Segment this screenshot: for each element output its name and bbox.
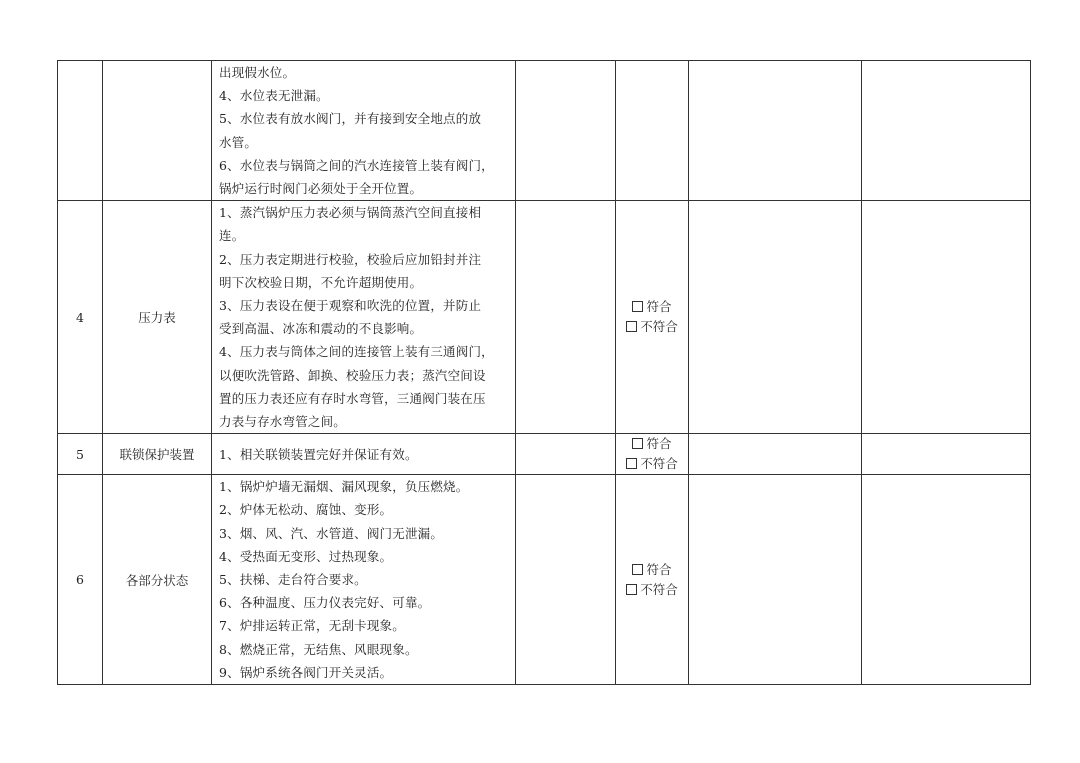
blank-cell[interactable] [862, 434, 1031, 475]
item-name [103, 61, 212, 201]
item-name: 压力表 [103, 201, 212, 434]
conform-label: 符合 [646, 299, 672, 315]
requirement-line: 3、烟、风、汽、水管道、阀门无泄漏。 [219, 525, 444, 541]
requirement-line: 以便吹洗管路、卸换、校验压力表；蒸汽空间设 [219, 367, 486, 383]
requirement-line: 2、压力表定期进行校验，校验后应加铅封并注 [219, 251, 482, 267]
blank-cell[interactable] [516, 201, 616, 434]
row-number [58, 61, 103, 201]
requirements-cell [212, 61, 516, 201]
nonconform-label: 不符合 [640, 319, 678, 335]
requirements-cell [212, 434, 516, 475]
requirements-cell [212, 475, 516, 685]
row-number: 6 [58, 475, 103, 685]
blank-cell[interactable] [862, 201, 1031, 434]
checkbox-icon[interactable] [626, 321, 637, 332]
requirement-line: 1、蒸汽锅炉压力表必须与锅筒蒸汽空间直接相 [219, 205, 482, 221]
blank-cell[interactable] [862, 475, 1031, 685]
requirement-line: 出现假水位。 [219, 65, 296, 80]
table-row [58, 61, 1031, 201]
requirement-line: 5、扶梯、走台符合要求。 [219, 572, 367, 588]
checkbox-icon[interactable] [626, 584, 637, 595]
requirement-line: 4、压力表与筒体之间的连接管上装有三通阀门， [219, 344, 494, 360]
requirement-line: 4、受热面无变形、过热现象。 [219, 548, 393, 564]
blank-cell[interactable] [689, 434, 862, 475]
requirement-line: 1、相关联锁装置完好并保证有效。 [219, 446, 418, 462]
nonconform-option[interactable] [616, 580, 688, 600]
requirement-line: 6、水位表与锅筒之间的汽水连接管上装有阀门， [219, 157, 494, 173]
row-number: 5 [58, 434, 103, 475]
blank-cell[interactable] [689, 201, 862, 434]
requirement-line: 8、燃烧正常，无结焦、风眼现象。 [219, 641, 418, 657]
blank-cell[interactable] [516, 475, 616, 685]
item-name: 联锁保护装置 [103, 434, 212, 475]
requirement-line: 3、压力表设在便于观察和吹洗的位置，并防止 [219, 298, 482, 314]
requirement-line: 7、炉排运转正常，无刮卡现象。 [219, 618, 405, 634]
blank-cell[interactable] [689, 61, 862, 201]
conform-option[interactable] [616, 434, 688, 454]
conform-label: 符合 [646, 561, 672, 577]
requirement-line: 置的压力表还应有存时水弯管，三通阀门装在压 [219, 390, 486, 406]
checkbox-icon[interactable] [632, 564, 643, 575]
requirement-line: 9、锅炉系统各阀门开关灵活。 [219, 664, 393, 680]
inspection-table [57, 60, 1031, 685]
requirement-line: 4、水位表无泄漏。 [219, 88, 329, 104]
checkbox-icon[interactable] [626, 458, 637, 469]
requirement-line: 1、锅炉炉墙无漏烟、漏风现象，负压燃烧。 [219, 479, 469, 495]
requirement-line: 力表与存水弯管之间。 [219, 414, 347, 430]
conform-option[interactable] [616, 297, 688, 317]
nonconform-label: 不符合 [640, 581, 678, 597]
conform-option[interactable] [616, 560, 688, 580]
check-cell [616, 61, 689, 201]
requirement-line: 明下次校验日期，不允许超期使用。 [219, 274, 423, 290]
row-number: 4 [58, 201, 103, 434]
requirement-line: 2、炉体无松动、腐蚀、变形。 [219, 502, 393, 518]
checkbox-icon[interactable] [632, 301, 643, 312]
table-row [58, 434, 1031, 475]
requirement-line: 受到高温、冰冻和震动的不良影响。 [219, 321, 423, 337]
table-row [58, 475, 1031, 685]
table-row [58, 201, 1031, 434]
nonconform-option[interactable] [616, 317, 688, 337]
blank-cell[interactable] [516, 61, 616, 201]
nonconform-label: 不符合 [640, 456, 678, 472]
requirement-line: 水管。 [219, 134, 258, 150]
check-cell [616, 475, 689, 685]
blank-cell[interactable] [516, 434, 616, 475]
requirement-line: 锅炉运行时阀门必须处于全开位置。 [219, 181, 423, 197]
conform-label: 符合 [646, 436, 672, 452]
item-name: 各部分状态 [103, 475, 212, 685]
nonconform-option[interactable] [616, 454, 688, 474]
requirement-line: 5、水位表有放水阀门，并有接到安全地点的放 [219, 111, 482, 127]
requirement-line: 连。 [219, 228, 245, 244]
checkbox-icon[interactable] [632, 438, 643, 449]
requirements-cell [212, 201, 516, 434]
check-cell [616, 434, 689, 475]
check-cell [616, 201, 689, 434]
blank-cell[interactable] [862, 61, 1031, 201]
blank-cell[interactable] [689, 475, 862, 685]
requirement-line: 6、各种温度、压力仪表完好、可靠。 [219, 595, 431, 611]
